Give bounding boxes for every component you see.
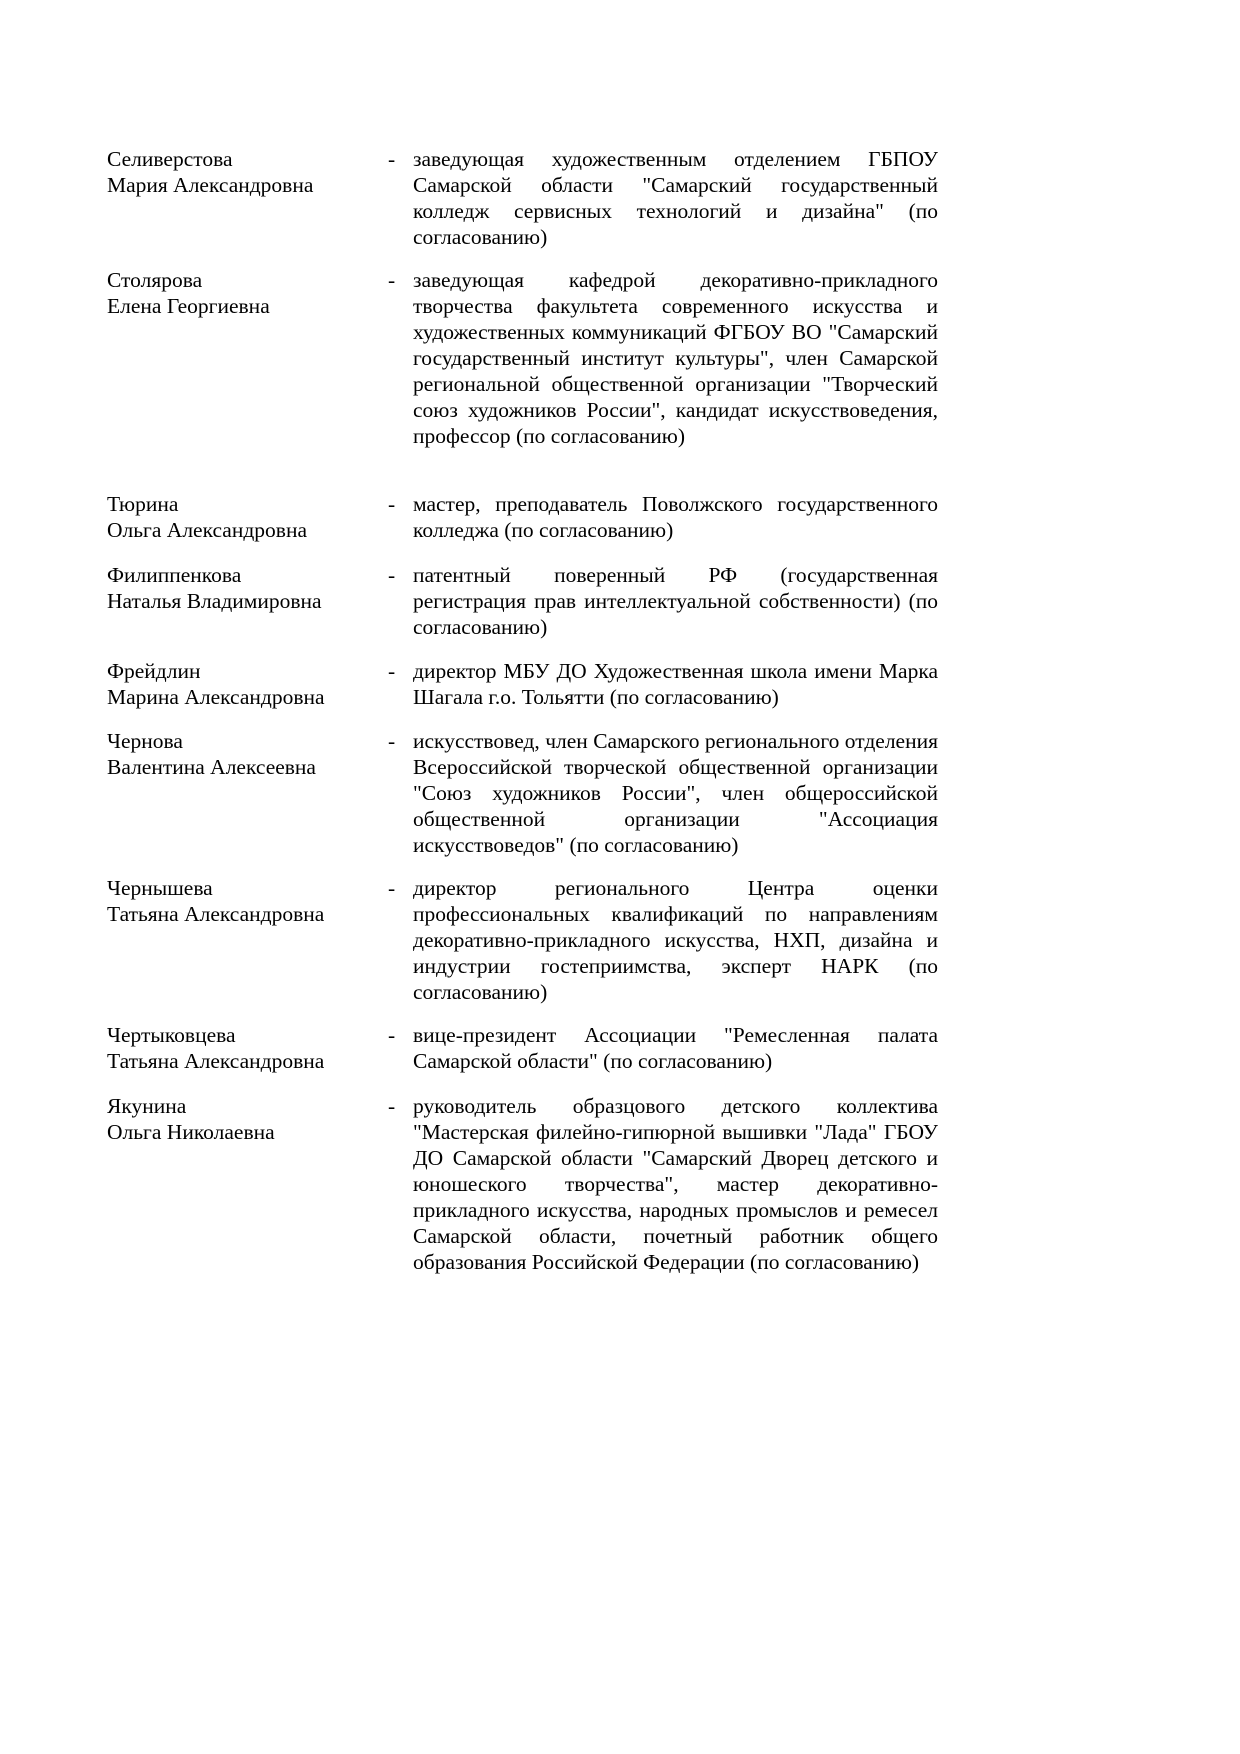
member-given-names: Марина Александровна <box>107 685 325 709</box>
member-surname: Тюрина <box>107 492 179 516</box>
member-given-names: Ольга Александровна <box>107 518 307 542</box>
dash-separator: - <box>388 268 396 292</box>
member-name <box>107 658 377 710</box>
member-description: руководитель образцового детского коллектива "Мастерская филейно-гипюрной вышивки "Лада" ГБОУ ДО Самарской области "Самарский Дворец детского и юношеского творчества", мастер декоративно-прикладного искусства, народных промыслов и ремесел Самарской области, почетный работник общего образования Российской Федерации (по согласованию) <box>413 1094 938 1274</box>
member-given-names: Татьяна Александровна <box>107 902 325 926</box>
member-given-names: Елена Георгиевна <box>107 294 270 318</box>
member-surname: Столярова <box>107 268 203 292</box>
member-surname: Чернова <box>107 729 183 753</box>
member-description: заведующая кафедрой декоративно-прикладного творчества факультета современного искусства и художественных коммуникаций ФГБОУ ВО "Самарский государственный институт культуры", член Самарской региональной общественной организации "Творческий союз художников России", кандидат искусствоведения, профессор (по согласованию) <box>413 268 938 448</box>
member-surname: Филиппенкова <box>107 563 242 587</box>
member-surname: Селиверстова <box>107 147 233 171</box>
member-name <box>107 267 377 319</box>
member-name <box>107 1022 377 1074</box>
dash-separator: - <box>388 876 396 900</box>
member-description: мастер, преподаватель Поволжского государственного колледжа (по согласованию) <box>413 492 938 542</box>
dash-separator: - <box>388 492 396 516</box>
member-description: искусствовед, член Самарского регионального отделения Всероссийской творческой общественной организации "Союз художников России", член общероссийской общественной организации "Ассоциация искусствоведов" (по согласованию) <box>413 729 938 857</box>
dash-separator: - <box>388 1094 396 1118</box>
dash-separator: - <box>388 659 396 683</box>
dash-separator: - <box>388 729 396 753</box>
member-given-names: Ольга Николаевна <box>107 1120 275 1144</box>
member-description: вице-президент Ассоциации "Ремесленная палата Самарской области" (по согласованию) <box>413 1023 938 1073</box>
dash-separator: - <box>388 147 396 171</box>
member-surname: Чернышева <box>107 876 213 900</box>
member-surname: Фрейдлин <box>107 659 201 683</box>
member-description: патентный поверенный РФ (государственная регистрация прав интеллектуальной собственности) (по согласованию) <box>413 563 938 639</box>
member-name <box>107 562 377 614</box>
member-given-names: Татьяна Александровна <box>107 1049 325 1073</box>
member-surname: Чертыковцева <box>107 1023 236 1047</box>
dash-separator: - <box>388 1023 396 1047</box>
member-given-names: Наталья Владимировна <box>107 589 322 613</box>
dash-separator: - <box>388 563 396 587</box>
member-description: директор регионального Центра оценки профессиональных квалификаций по направлениям декоративно-прикладного искусства, НХП, дизайна и индустрии гостеприимства, эксперт НАРК (по согласованию) <box>413 876 938 1004</box>
member-name <box>107 728 377 780</box>
member-description: директор МБУ ДО Художественная школа имени Марка Шагала г.о. Тольятти (по согласованию) <box>413 659 938 709</box>
member-description: заведующая художественным отделением ГБПОУ Самарской области "Самарский государственный колледж сервисных технологий и дизайна" (по согласованию) <box>413 147 938 249</box>
member-name <box>107 146 377 198</box>
member-name <box>107 491 377 543</box>
member-given-names: Валентина Алексеевна <box>107 755 316 779</box>
member-surname: Якунина <box>107 1094 187 1118</box>
member-name <box>107 1093 377 1145</box>
member-name <box>107 875 377 927</box>
member-given-names: Мария Александровна <box>107 173 314 197</box>
